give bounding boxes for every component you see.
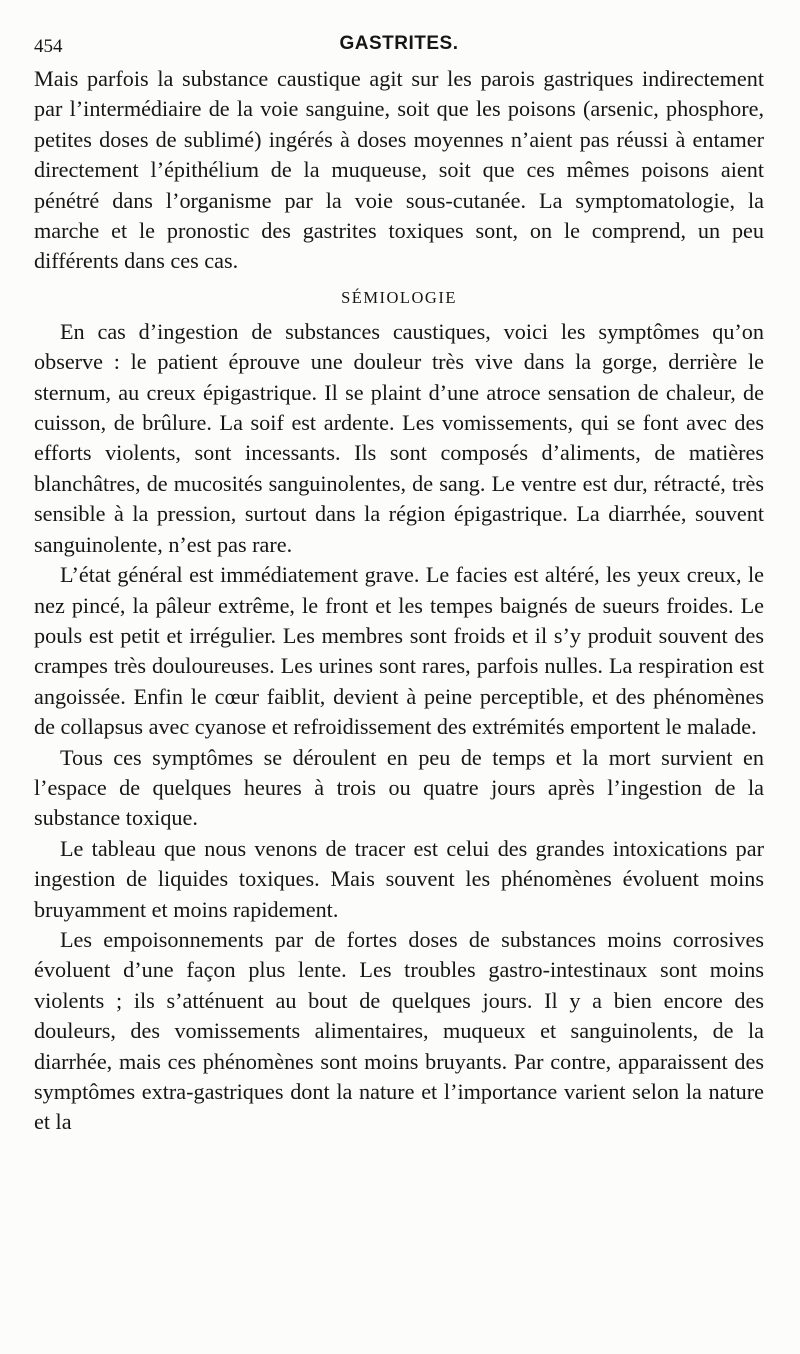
paragraph-tableau: Le tableau que nous venons de tracer est celui des grandes intoxications par ingestion de liquides toxiques. Mais souvent les phénomènes évoluent moins bruyamment et moins rapidement. — [34, 835, 764, 922]
page-number: 454 — [34, 36, 63, 57]
page-text — [34, 64, 764, 1138]
paragraph-less-corrosive: Les empoisonnements par de fortes doses de substances moins corrosives évoluent d’une façon plus lente. Les troubles gastro-intestinaux sont moins violents ; ils s’atténuent au bout de quelques jours. Il y a bien encore des douleurs, des vomissements alimentaires, muqueux et sanguinolents, de la diarrhée, mais ces phénomènes sont moins bruyants. Par contre, apparaissent des symptômes extra-gastriques dont la nature et l’importance varient selon la nature et la — [34, 926, 764, 1135]
paragraph-course: Tous ces symptômes se déroulent en peu de temps et la mort survient en l’espace de quelques heures à trois ou quatre jours après l’ingestion de la substance toxique. — [34, 744, 764, 831]
paragraph-symptoms: En cas d’ingestion de substances caustiques, voici les symptômes qu’on observe : le patient éprouve une douleur très vive dans la gorge, derrière le sternum, au creux épigastrique. Il se plaint d’une atroce sensation de chaleur, de cuisson, de brûlure. La soif est ardente. Les vomissements, qui se font avec des efforts violents, sont incessants. Ils sont composés d’aliments, de matières blanchâtres, de mucosités sanguinolentes, de sang. Le ventre est dur, rétracté, très sensible à la pression, surtout dans la région épigastrique. La diarrhée, souvent sanguinolente, n’est pas rare. — [34, 318, 764, 557]
paragraph-general-state: L’état général est immédiatement grave. Le facies est altéré, les yeux creux, le nez pincé, la pâleur extrême, le front et les tempes baignés de sueurs froides. Le pouls est petit et irrégulier. Les membres sont froids et il s’y produit souvent des crampes très douloureuses. Les urines sont rares, parfois nulles. La respiration est angoissée. Enfin le cœur faiblit, devient à peine perceptible, et des phénomènes de collapsus avec cyanose et refroidissement des extrémités emportent le malade. — [34, 562, 764, 740]
running-title: GASTRITES. — [339, 33, 459, 54]
intro-paragraph: Mais parfois la substance caustique agit sur les parois gastriques indirectement par l’intermédiaire de la voie sanguine, soit que les poisons (arsenic, phosphore, petites doses de sublimé) ingérés à doses moyennes n’aient pas réussi à entamer directement l’épithélium de la muqueuse, soit que ces mêmes poisons aient pénétré dans l’organisme par la voie sous-cutanée. La symptomatologie, la marche et le pronostic des gastrites toxiques sont, on le comprend, un peu différents dans ces cas. — [34, 66, 764, 274]
section-title: SÉMIOLOGIE — [341, 287, 457, 307]
running-head — [34, 24, 764, 64]
